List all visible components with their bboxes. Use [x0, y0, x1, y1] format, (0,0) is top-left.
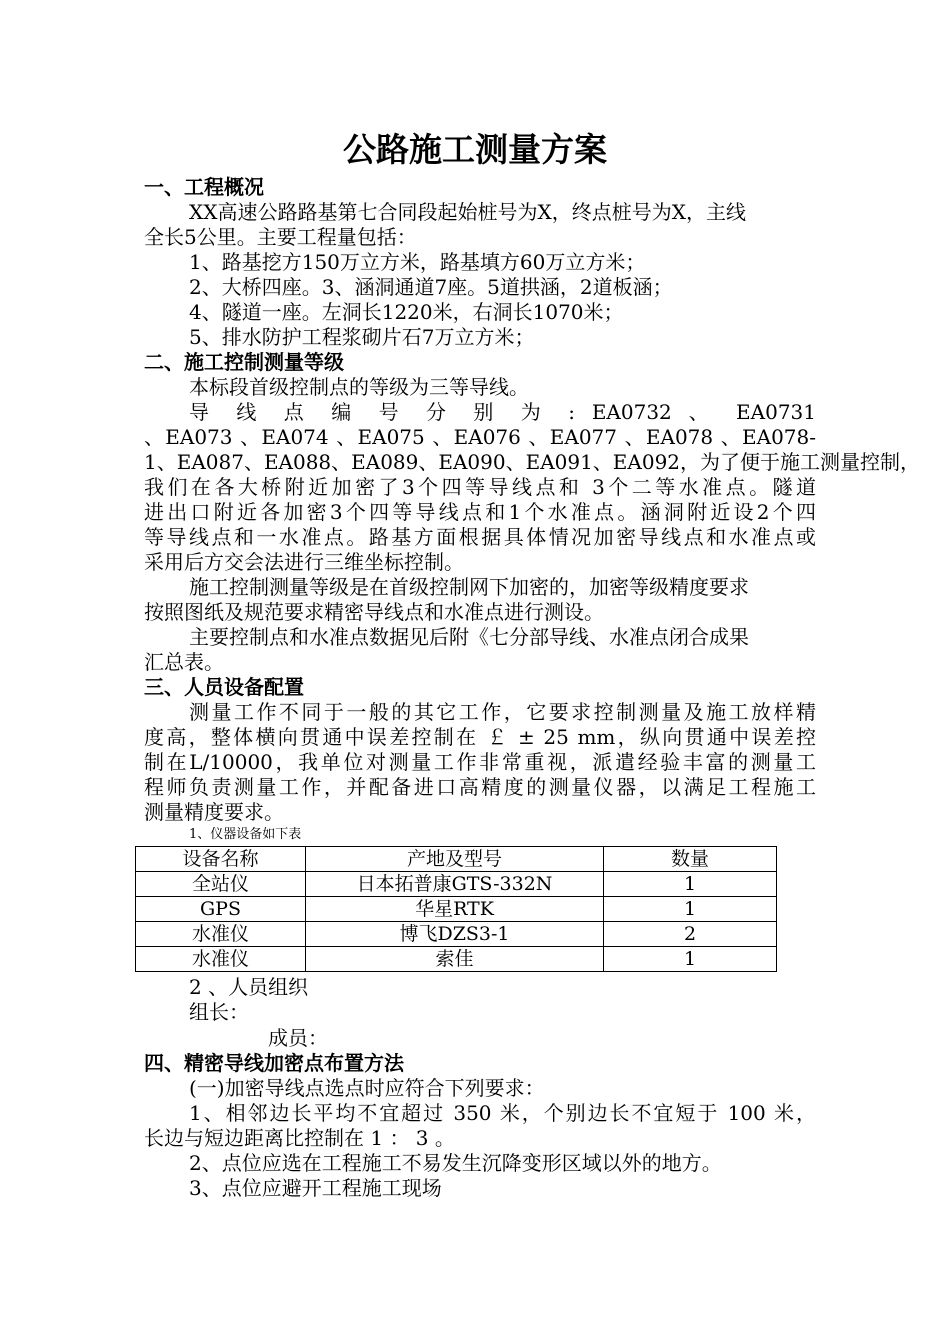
- table-cell: 全站仪: [136, 872, 306, 897]
- paragraph-line: 测量工作不同于一般的其它工作，它要求控制测量及施工放样精: [189, 700, 816, 724]
- paragraph-line: 我们在各大桥附近加密了3个四等导线点和 3个二等水准点。隧道: [144, 475, 816, 499]
- list-item: 2、点位应选在工程施工不易发生沉降变形区域以外的地方。: [189, 1151, 722, 1175]
- list-item: 4、隧道一座。左洞长1220米，右洞长1070米；: [189, 300, 624, 324]
- list-item: 1、路基挖方150万立方米，路基填方60万立方米；: [189, 250, 646, 274]
- table-row: [136, 872, 777, 897]
- table-header-cell: 设备名称: [136, 847, 306, 872]
- table-cell: 1: [604, 897, 777, 922]
- list-item: 长边与短边距离比控制在 1 ： 3 。: [144, 1126, 455, 1150]
- section-heading-staff-equipment: 三、人员设备配置: [144, 675, 304, 699]
- table-cell: 水准仪: [136, 947, 306, 972]
- paragraph-line: 1、EA087、EA088、EA089、EA090、EA091、EA092，为了便于施工测量控制，: [144, 450, 921, 474]
- paragraph-line: 程师负责测量工作，并配备进口高精度的测量仪器，以满足工程施工: [144, 775, 816, 799]
- table-cell: 博飞DZS3-1: [306, 922, 604, 947]
- members-label: 成员：: [268, 1026, 328, 1050]
- paragraph-line: 制在L/10000，我单位对测量工作非常重视，派遣经验丰富的测量工: [144, 750, 816, 774]
- section-heading-control-grade: 二、施工控制测量等级: [144, 350, 344, 374]
- paragraph-line: (一)加密导线点选点时应符合下列要求：: [189, 1076, 545, 1100]
- paragraph-line: 全长5公里。主要工程量包括：: [144, 225, 417, 249]
- document-title: 公路施工测量方案: [343, 130, 607, 169]
- paragraph-line: 采用后方交会法进行三维坐标控制。: [144, 550, 464, 574]
- paragraph-line: 本标段首级控制点的等级为三等导线。: [189, 375, 529, 399]
- paragraph-line: 等导线点和一水准点。路基方面根据具体情况加密导线点和水准点或: [144, 525, 816, 549]
- list-item: 5、排水防护工程浆砌片石7万立方米；: [189, 325, 535, 349]
- table-cell: GPS: [136, 897, 306, 922]
- table-cell: 华星RTK: [306, 897, 604, 922]
- list-item: 3、点位应避开工程施工现场: [189, 1176, 442, 1200]
- table-header-cell: 产地及型号: [306, 847, 604, 872]
- equipment-table: [135, 846, 777, 972]
- table-row: [136, 897, 777, 922]
- paragraph-line: 度高，整体横向贯通中误差控制在 ￡ ± 25 mm，纵向贯通中误差控: [144, 725, 816, 749]
- table-header-cell: 数量: [604, 847, 777, 872]
- paragraph-line: 汇总表。: [144, 650, 224, 674]
- section-heading-overview: 一、工程概况: [144, 175, 264, 199]
- paragraph-line: 施工控制测量等级是在首级控制网下加密的，加密等级精度要求: [189, 575, 749, 599]
- table-cell: 2: [604, 922, 777, 947]
- section-heading-traverse-method: 四、精密导线加密点布置方法: [144, 1051, 404, 1075]
- paragraph-line: 按照图纸及规范要求精密导线点和水准点进行测设。: [144, 600, 604, 624]
- paragraph-line: 主要控制点和水准点数据见后附《七分部导线、水准点闭合成果: [189, 625, 749, 649]
- table-row: [136, 947, 777, 972]
- table-caption: 1、仪器设备如下表: [189, 827, 302, 842]
- table-row: [136, 922, 777, 947]
- table-header-row: [136, 847, 777, 872]
- paragraph-line: 、EA073 、EA074 、EA075 、EA076 、EA077 、EA078 、EA078-: [144, 425, 816, 449]
- list-item: 1、相邻边长平均不宜超过 350 米，个别边长不宜短于 100 米，: [189, 1101, 816, 1125]
- table-cell: 1: [604, 947, 777, 972]
- paragraph-line: 进出口附近各加密3个四等导线点和1个水准点。涵洞附近设2个四: [144, 500, 816, 524]
- paragraph-line: 导 线 点 编 号 分 别 为 : EA0732 、 EA0731: [189, 400, 816, 424]
- paragraph-line: XX高速公路路基第七合同段起始桩号为X，终点桩号为X，主线: [189, 200, 746, 224]
- table-cell: 日本拓普康GTS-332N: [306, 872, 604, 897]
- table-cell: 1: [604, 872, 777, 897]
- table-cell: 索佳: [306, 947, 604, 972]
- subheading-staff: 2 、人员组织: [189, 975, 309, 999]
- leader-label: 组长：: [189, 1000, 249, 1024]
- paragraph-line: 测量精度要求。: [144, 800, 284, 824]
- table-cell: 水准仪: [136, 922, 306, 947]
- list-item: 2、大桥四座。3、涵洞通道7座。5道拱涵，2道板涵；: [189, 275, 673, 299]
